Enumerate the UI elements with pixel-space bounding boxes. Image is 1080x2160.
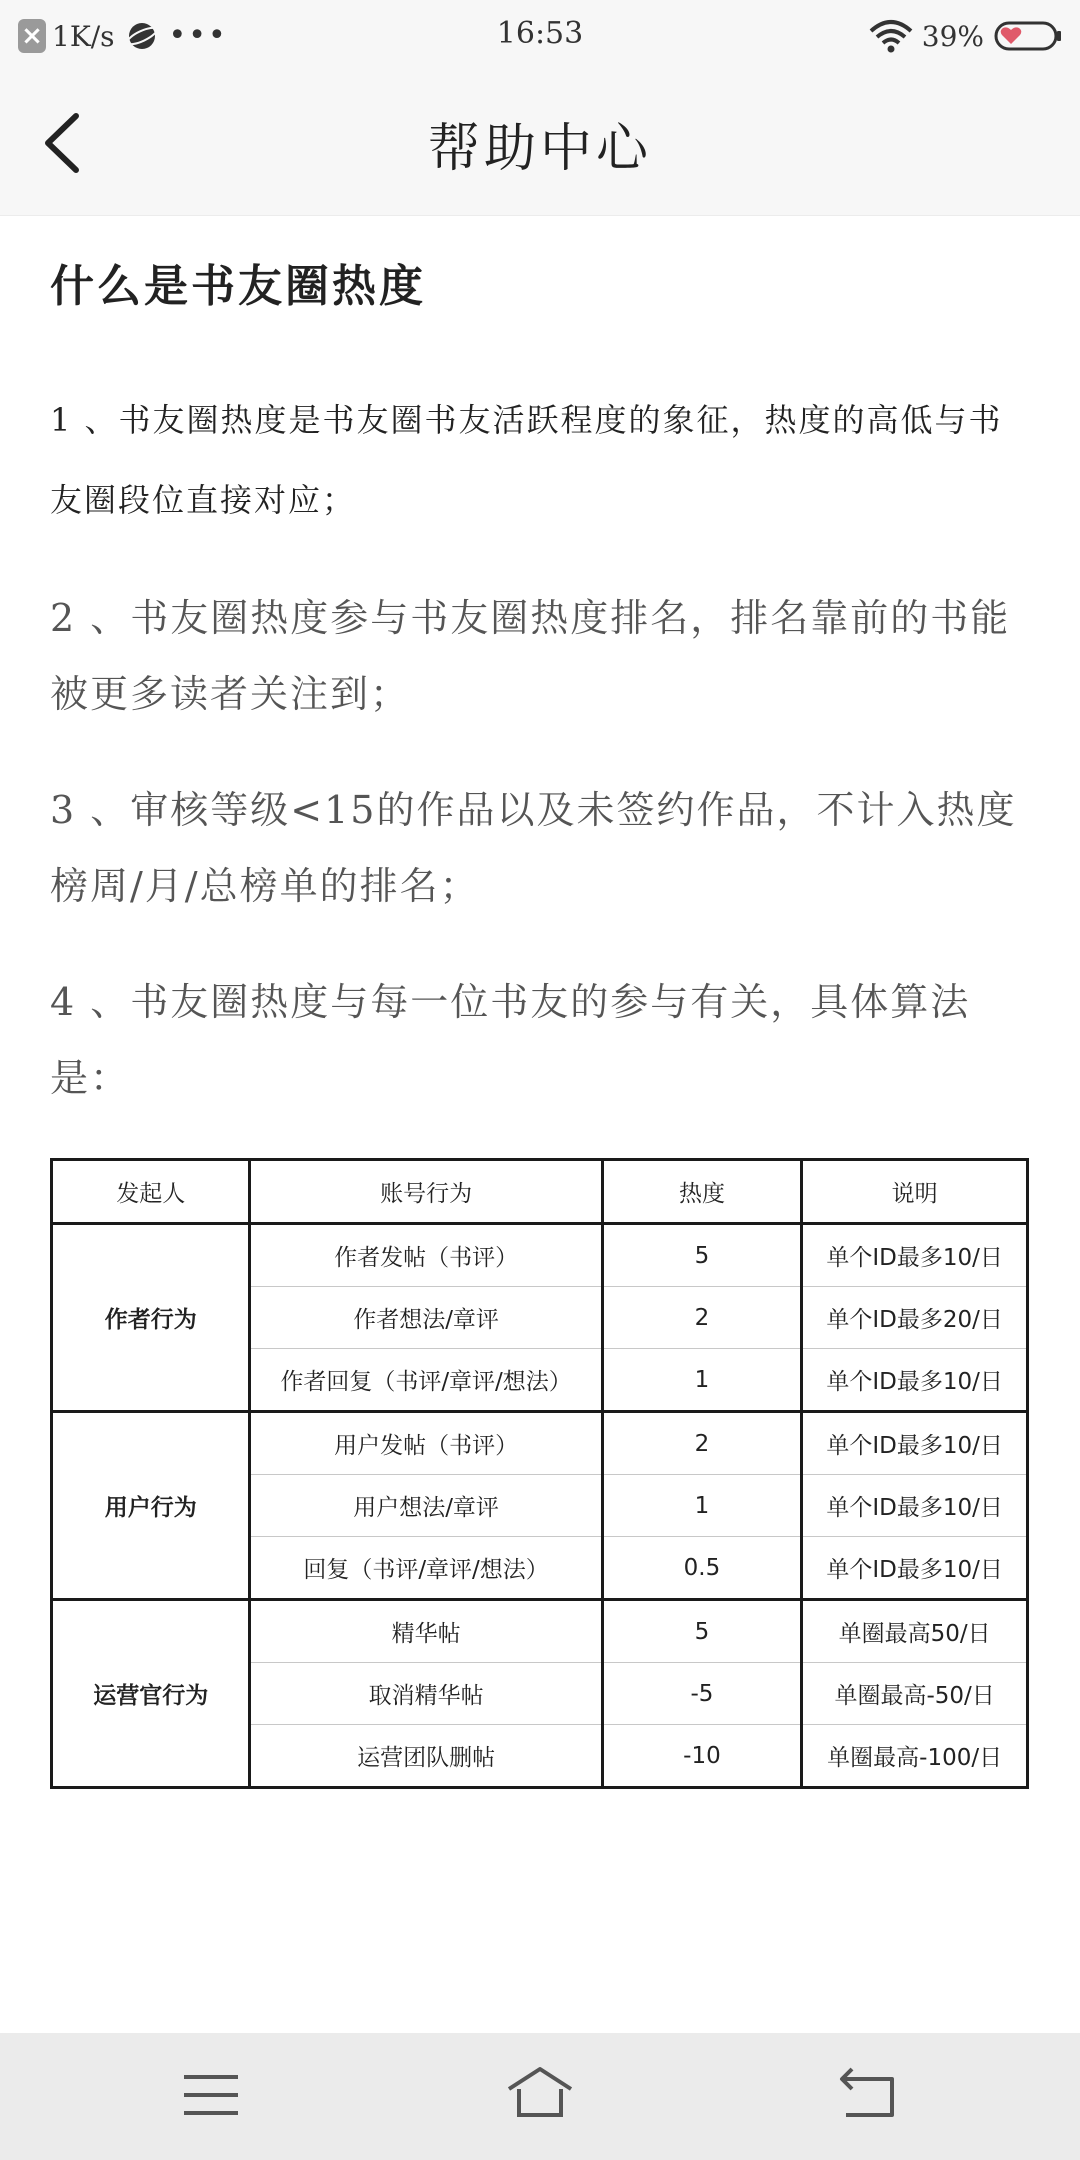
article-heading: 什么是书友圈热度 <box>50 261 426 312</box>
paragraph-2: 2 、书友圈热度参与书友圈热度排名，排名靠前的书能被更多读者关注到； <box>50 596 1011 716</box>
cell-heat: 1 <box>602 1349 802 1412</box>
network-speed: 1K/s <box>52 19 115 53</box>
status-right <box>868 18 1064 54</box>
paragraph-4: 4 、书友圈热度与每一位书友的参与有关，具体算法是： <box>50 980 971 1100</box>
table-row <box>52 1224 1028 1287</box>
cell-note: 单圈最高-50/日 <box>802 1663 1028 1725</box>
cell-heat: 1 <box>602 1475 802 1537</box>
header-note: 说明 <box>802 1160 1028 1224</box>
cell-note: 单个ID最多20/日 <box>802 1287 1028 1349</box>
cell-action: 用户想法/章评 <box>250 1475 602 1537</box>
wifi-icon <box>868 19 914 53</box>
cell-note: 单个ID最多10/日 <box>802 1412 1028 1475</box>
battery-icon <box>994 20 1064 52</box>
page-title: 帮助中心 <box>427 119 652 179</box>
cell-heat: 2 <box>602 1287 802 1349</box>
close-notification-icon[interactable]: × <box>18 19 46 53</box>
cell-action: 精华帖 <box>250 1600 602 1663</box>
cell-action: 取消精华帖 <box>250 1663 602 1725</box>
more-notifications-icon: ••• <box>168 18 228 53</box>
group-initiator: 运营官行为 <box>52 1600 250 1788</box>
group-initiator: 用户行为 <box>52 1412 250 1600</box>
battery-percentage: 39% <box>921 19 984 53</box>
paragraph-3: 3 、审核等级<15的作品以及未签约作品，不计入热度榜周/月/总榜单的排名； <box>50 788 1017 908</box>
status-time: 16:53 <box>496 16 584 51</box>
cell-action: 作者回复（书评/章评/想法） <box>250 1349 602 1412</box>
cell-heat: 2 <box>602 1412 802 1475</box>
cell-action: 回复（书评/章评/想法） <box>250 1537 602 1600</box>
cell-note: 单个ID最多10/日 <box>802 1224 1028 1287</box>
cell-heat: -10 <box>602 1725 802 1788</box>
cell-action: 作者想法/章评 <box>250 1287 602 1349</box>
cell-heat: 5 <box>602 1224 802 1287</box>
header-heat: 热度 <box>602 1160 802 1224</box>
cell-heat: 0.5 <box>602 1537 802 1600</box>
heat-rules-table <box>50 1158 1029 1789</box>
table-row <box>52 1412 1028 1475</box>
cell-note: 单圈最高50/日 <box>802 1600 1028 1663</box>
paragraph-1: 1 、书友圈热度是书友圈书友活跃程度的象征，热度的高低与书友圈段位直接对应； <box>50 401 1003 519</box>
cell-note: 单个ID最多10/日 <box>802 1349 1028 1412</box>
cell-action: 作者发帖（书评） <box>250 1224 602 1287</box>
article <box>50 250 1040 1100</box>
title-bar <box>0 72 1080 216</box>
back-icon[interactable] <box>834 2063 904 2127</box>
menu-icon[interactable] <box>176 2063 246 2127</box>
cell-note: 单个ID最多10/日 <box>802 1475 1028 1537</box>
cell-note: 单圈最高-100/日 <box>802 1725 1028 1788</box>
group-initiator: 作者行为 <box>52 1224 250 1412</box>
status-bar <box>0 0 1080 72</box>
cell-action: 用户发帖（书评） <box>250 1412 602 1475</box>
cell-action: 运营团队删帖 <box>250 1725 602 1788</box>
header-action: 账号行为 <box>250 1160 602 1224</box>
cell-note: 单个ID最多10/日 <box>802 1537 1028 1600</box>
header-initiator: 发起人 <box>52 1160 250 1224</box>
navigation-bar <box>0 2033 1080 2160</box>
cell-heat: 5 <box>602 1600 802 1663</box>
home-icon[interactable] <box>505 2063 575 2127</box>
table-row <box>52 1600 1028 1663</box>
table-header-row <box>52 1160 1028 1224</box>
cell-heat: -5 <box>602 1663 802 1725</box>
